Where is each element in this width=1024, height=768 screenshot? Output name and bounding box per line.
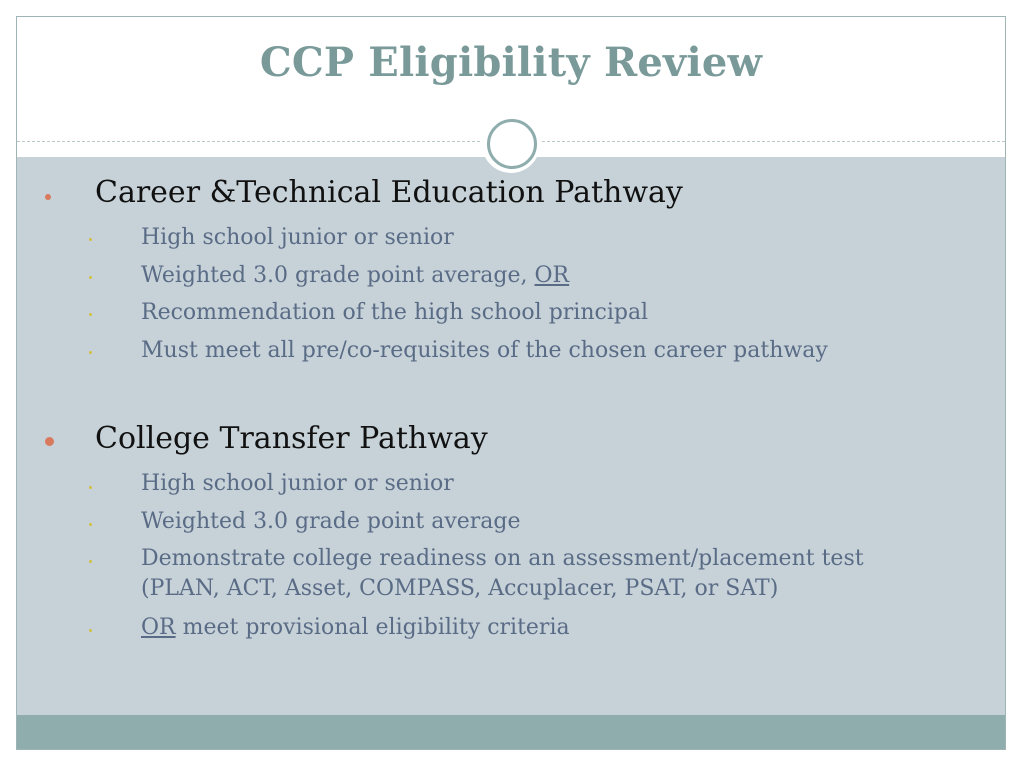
section-2-heading: College Transfer Pathway	[95, 421, 488, 456]
section-1-item-1-bullet-icon	[89, 238, 92, 241]
footer-bar	[17, 715, 1005, 749]
section-2-item-4-text: meet provisional eligibility criteria	[175, 615, 570, 640]
section-1-item-1: High school junior or senior	[141, 225, 454, 250]
section-2-item-1: High school junior or senior	[141, 471, 454, 496]
section-1-item-2-text: Weighted 3.0 grade point average,	[141, 263, 535, 288]
section-2-item-2: Weighted 3.0 grade point average	[141, 509, 521, 534]
section-2-item-3: Demonstrate college readiness on an assessment/placement test	[141, 546, 864, 571]
section-1-item-4-bullet-icon	[89, 351, 92, 354]
section-2-bullet-icon	[45, 437, 54, 446]
section-1-item-3-bullet-icon	[89, 313, 92, 316]
section-2-item-4-bullet-icon	[89, 629, 92, 632]
section-1-bullet-icon	[45, 194, 51, 200]
section-2-item-3-bullet-icon	[89, 560, 92, 563]
section-1-item-2	[141, 261, 569, 291]
section-2-item-3-line-2: (PLAN, ACT, Asset, COMPASS, Accuplacer, PSAT, or SAT)	[141, 576, 779, 601]
section-1-item-4: Must meet all pre/co-requisites of the chosen career pathway	[141, 338, 828, 363]
section-1-heading: Career &Technical Education Pathway	[95, 175, 683, 210]
section-2-item-1-bullet-icon	[89, 486, 92, 489]
section-2-item-2-bullet-icon	[89, 523, 92, 526]
section-1-item-3: Recommendation of the high school principal	[141, 300, 649, 325]
section-2-item-4-or: OR	[141, 615, 176, 640]
section-1-item-2-bullet-icon	[89, 276, 92, 279]
slide-title: CCP Eligibility Review	[259, 39, 763, 86]
section-1-item-2-or: OR	[534, 263, 570, 288]
section-2-item-4	[141, 613, 570, 643]
divider-circle-icon	[487, 119, 537, 169]
